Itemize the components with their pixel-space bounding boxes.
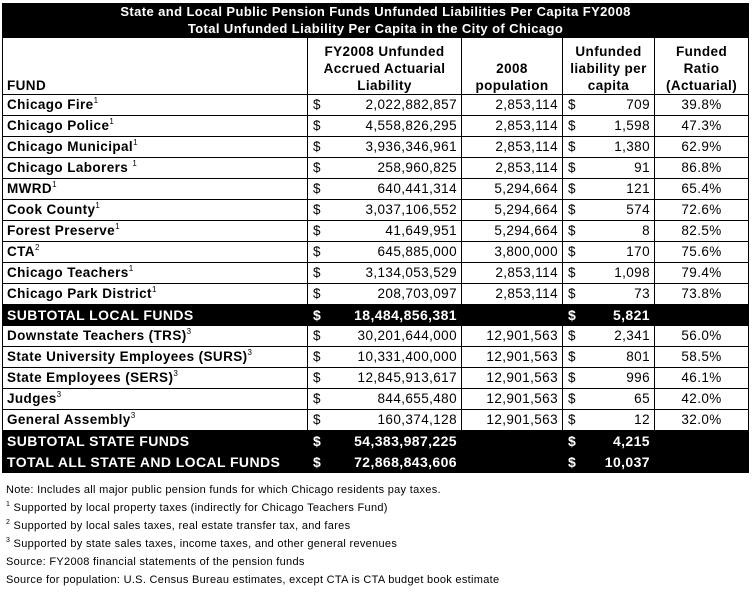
funded-ratio-value: 39.8%	[655, 95, 749, 116]
table-row	[3, 284, 749, 305]
fund-name-cell	[3, 158, 308, 179]
per-capita-value: 1,098	[585, 263, 655, 284]
per-capita-value: 91	[585, 158, 655, 179]
per-capita-dollar-sign: $	[563, 221, 585, 242]
ratio-header-line-2: Ratio	[683, 61, 720, 76]
fund-name-cell	[3, 200, 308, 221]
footnote-2	[6, 517, 499, 535]
total-label: SUBTOTAL STATE FUNDS	[3, 431, 308, 452]
per-capita-value: 2,341	[585, 326, 655, 347]
fund-name: Cook County	[7, 202, 96, 217]
liability-value: 30,201,644,000	[330, 326, 462, 347]
table-row	[3, 179, 749, 200]
fund-name-cell	[3, 347, 308, 368]
ratio-header-line-3: (Actuarial)	[665, 78, 738, 93]
liability-dollar-sign: $	[308, 95, 330, 116]
funded-ratio-value: 73.8%	[655, 284, 749, 305]
table-row	[3, 95, 749, 116]
funded-ratio-value: 32.0%	[655, 410, 749, 431]
liability-dollar-sign: $	[308, 410, 330, 431]
population-value: 2,853,114	[462, 284, 563, 305]
total-ratio-empty	[655, 431, 749, 452]
liability-value: 41,649,951	[330, 221, 462, 242]
footnote-marker: 3	[130, 411, 136, 420]
liability-value: 3,134,053,529	[330, 263, 462, 284]
liability-value: 4,558,826,295	[330, 116, 462, 137]
total-label: TOTAL ALL STATE AND LOCAL FUNDS	[3, 452, 308, 473]
table-row	[3, 368, 749, 389]
footnote-1	[6, 499, 499, 517]
funded-ratio-value: 65.4%	[655, 179, 749, 200]
liability-value: 844,655,480	[330, 389, 462, 410]
per-capita-value: 12	[585, 410, 655, 431]
footnote-marker: 1	[128, 264, 134, 273]
footnote-marker: 3	[247, 348, 253, 357]
table-row	[3, 326, 749, 347]
fund-name: Chicago Fire	[7, 97, 94, 112]
population-value: 12,901,563	[462, 410, 563, 431]
per-capita-dollar-sign: $	[563, 137, 585, 158]
fund-name: Chicago Laborers	[7, 160, 133, 175]
liability-dollar-sign: $	[308, 263, 330, 284]
per-capita-dollar-sign: $	[563, 242, 585, 263]
total-liability-value: 72,868,843,606	[330, 452, 462, 473]
source-note: Source: FY2008 financial statements of the pension funds	[6, 556, 305, 568]
liability-dollar-sign: $	[308, 347, 330, 368]
population-header-line-1: 2008	[496, 61, 528, 76]
total-liability-dollar-sign: $	[308, 431, 330, 452]
fund-name: State Employees (SERS)	[7, 370, 174, 385]
footnote-2-text: Supported by local sales taxes, real estate transfer tax, and fares	[10, 520, 351, 532]
footnote-marker: 1	[151, 285, 157, 294]
total-liability-dollar-sign: $	[308, 305, 330, 326]
table-row	[3, 116, 749, 137]
footnote-marker: 3	[56, 390, 62, 399]
fund-name-cell	[3, 410, 308, 431]
per-capita-header-line-3: capita	[587, 78, 630, 93]
liability-value: 645,885,000	[330, 242, 462, 263]
population-value: 5,294,664	[462, 221, 563, 242]
subtotal-state-row	[3, 431, 749, 452]
per-capita-dollar-sign: $	[563, 179, 585, 200]
liability-value: 12,845,913,617	[330, 368, 462, 389]
population-value: 2,853,114	[462, 263, 563, 284]
per-capita-dollar-sign: $	[563, 326, 585, 347]
per-capita-dollar-sign: $	[563, 368, 585, 389]
per-capita-dollar-sign: $	[563, 158, 585, 179]
fund-name: Downstate Teachers (TRS)	[7, 328, 187, 343]
table-row	[3, 221, 749, 242]
population-value: 2,853,114	[462, 158, 563, 179]
fund-name-cell	[3, 116, 308, 137]
footnote-marker: 3	[173, 369, 179, 378]
per-capita-header-line-2: liability per	[570, 61, 647, 76]
fund-name-cell	[3, 95, 308, 116]
population-value: 2,853,114	[462, 95, 563, 116]
table-row	[3, 137, 749, 158]
footnote-1-text: Supported by local property taxes (indirectly for Chicago Teachers Fund)	[10, 502, 388, 514]
funded-ratio-value: 46.1%	[655, 368, 749, 389]
fund-name-cell	[3, 284, 308, 305]
population-value: 12,901,563	[462, 368, 563, 389]
liability-dollar-sign: $	[308, 179, 330, 200]
fund-name: Chicago Park District	[7, 286, 152, 301]
pension-table-container	[2, 3, 748, 586]
population-header-line-2: population	[475, 78, 549, 93]
fund-name: Chicago Teachers	[7, 265, 129, 280]
funded-ratio-value: 82.5%	[655, 221, 749, 242]
table-row	[3, 263, 749, 284]
fund-name: Forest Preserve	[7, 223, 116, 238]
liability-value: 258,960,825	[330, 158, 462, 179]
per-capita-value: 996	[585, 368, 655, 389]
population-value: 5,294,664	[462, 179, 563, 200]
per-capita-value: 574	[585, 200, 655, 221]
funded-ratio-value: 75.6%	[655, 242, 749, 263]
per-capita-dollar-sign: $	[563, 95, 585, 116]
fund-name-cell	[3, 389, 308, 410]
liability-column-header	[308, 38, 462, 95]
liability-dollar-sign: $	[308, 116, 330, 137]
title-row-1	[3, 4, 749, 21]
fund-name: General Assembly	[7, 412, 131, 427]
funded-ratio-column-header	[655, 38, 749, 95]
liability-dollar-sign: $	[308, 242, 330, 263]
population-value: 12,901,563	[462, 389, 563, 410]
population-value: 12,901,563	[462, 347, 563, 368]
table-row	[3, 410, 749, 431]
fund-name: State University Employees (SURS)	[7, 349, 248, 364]
note-text: Note: Includes all major public pension funds for which Chicago residents pay taxes.	[6, 484, 441, 496]
funded-ratio-value: 56.0%	[655, 326, 749, 347]
total-per-capita-dollar-sign: $	[563, 431, 585, 452]
liability-value: 3,936,346,961	[330, 137, 462, 158]
liability-dollar-sign: $	[308, 284, 330, 305]
total-per-capita-value: 5,821	[585, 305, 655, 326]
total-liability-dollar-sign: $	[308, 452, 330, 473]
per-capita-value: 1,380	[585, 137, 655, 158]
title-row-2	[3, 21, 749, 38]
footnote-marker: 1	[93, 96, 99, 105]
fund-name-cell	[3, 137, 308, 158]
total-per-capita-value: 4,215	[585, 431, 655, 452]
per-capita-dollar-sign: $	[563, 410, 585, 431]
fund-name: MWRD	[7, 181, 53, 196]
per-capita-value: 73	[585, 284, 655, 305]
notes-section	[6, 481, 499, 589]
subtotal-local-row	[3, 305, 749, 326]
footnote-2-mark: 2	[6, 519, 11, 526]
fund-name-cell	[3, 242, 308, 263]
footnote-3	[6, 535, 499, 553]
population-value: 5,294,664	[462, 200, 563, 221]
liability-dollar-sign: $	[308, 389, 330, 410]
funded-ratio-value: 86.8%	[655, 158, 749, 179]
liability-dollar-sign: $	[308, 368, 330, 389]
total-per-capita-dollar-sign: $	[563, 452, 585, 473]
funded-ratio-value: 62.9%	[655, 137, 749, 158]
footnote-marker: 1	[109, 117, 115, 126]
footnote-marker: 1	[132, 159, 138, 168]
per-capita-column-header	[563, 38, 655, 95]
per-capita-dollar-sign: $	[563, 116, 585, 137]
fund-name-cell	[3, 368, 308, 389]
funded-ratio-value: 58.5%	[655, 347, 749, 368]
total-ratio-empty	[655, 305, 749, 326]
ratio-header-line-1: Funded	[675, 44, 728, 59]
footnote-marker: 1	[133, 138, 138, 147]
total-population-empty	[462, 452, 563, 473]
liability-value: 208,703,097	[330, 284, 462, 305]
total-ratio-empty	[655, 452, 749, 473]
table-row	[3, 200, 749, 221]
pension-table	[2, 3, 749, 473]
liability-dollar-sign: $	[308, 326, 330, 347]
funded-ratio-value: 72.6%	[655, 200, 749, 221]
funded-ratio-value: 42.0%	[655, 389, 749, 410]
total-per-capita-value: 10,037	[585, 452, 655, 473]
footnote-3-text: Supported by state sales taxes, income taxes, and other general revenues	[10, 538, 398, 550]
footnote-marker: 1	[115, 222, 120, 231]
per-capita-value: 170	[585, 242, 655, 263]
liability-value: 10,331,400,000	[330, 347, 462, 368]
fund-name-cell	[3, 179, 308, 200]
liability-header-line-3: Liability	[357, 78, 412, 93]
funded-ratio-value: 47.3%	[655, 116, 749, 137]
liability-dollar-sign: $	[308, 200, 330, 221]
per-capita-value: 1,598	[585, 116, 655, 137]
per-capita-value: 121	[585, 179, 655, 200]
liability-value: 160,374,128	[330, 410, 462, 431]
fund-name: Chicago Police	[7, 118, 110, 133]
table-row	[3, 347, 749, 368]
per-capita-dollar-sign: $	[563, 284, 585, 305]
total-liability-value: 54,383,987,225	[330, 431, 462, 452]
table-subtitle: Total Unfunded Liability Per Capita in the City of Chicago	[3, 21, 749, 38]
fund-name: Chicago Municipal	[7, 139, 134, 154]
per-capita-value: 801	[585, 347, 655, 368]
per-capita-dollar-sign: $	[563, 347, 585, 368]
footnote-marker: 2	[34, 243, 40, 252]
fund-column-header: FUND	[3, 38, 308, 95]
liability-value: 640,441,314	[330, 179, 462, 200]
per-capita-dollar-sign: $	[563, 263, 585, 284]
per-capita-value: 65	[585, 389, 655, 410]
population-column-header	[462, 38, 563, 95]
per-capita-dollar-sign: $	[563, 200, 585, 221]
header-row	[3, 38, 749, 95]
table-title: State and Local Public Pension Funds Unfunded Liabilities Per Capita FY2008	[3, 4, 749, 21]
footnote-1-mark: 1	[6, 501, 11, 508]
total-population-empty	[462, 431, 563, 452]
liability-dollar-sign: $	[308, 221, 330, 242]
total-per-capita-dollar-sign: $	[563, 305, 585, 326]
total-liability-value: 18,484,856,381	[330, 305, 462, 326]
footnote-marker: 1	[95, 201, 101, 210]
liability-dollar-sign: $	[308, 137, 330, 158]
liability-header-line-1: FY2008 Unfunded	[324, 44, 445, 59]
per-capita-value: 709	[585, 95, 655, 116]
footnote-marker: 1	[52, 180, 57, 189]
per-capita-header-line-1: Unfunded	[575, 44, 642, 59]
population-value: 12,901,563	[462, 326, 563, 347]
footnote-3-mark: 3	[6, 537, 11, 544]
per-capita-dollar-sign: $	[563, 389, 585, 410]
population-value: 2,853,114	[462, 137, 563, 158]
total-population-empty	[462, 305, 563, 326]
total-label: SUBTOTAL LOCAL FUNDS	[3, 305, 308, 326]
fund-name-cell	[3, 326, 308, 347]
fund-name-cell	[3, 221, 308, 242]
per-capita-value: 8	[585, 221, 655, 242]
fund-name: Judges	[7, 391, 57, 406]
funded-ratio-value: 79.4%	[655, 263, 749, 284]
table-row	[3, 389, 749, 410]
fund-name-cell	[3, 263, 308, 284]
population-value: 3,800,000	[462, 242, 563, 263]
table-row	[3, 242, 749, 263]
liability-value: 3,037,106,552	[330, 200, 462, 221]
liability-dollar-sign: $	[308, 158, 330, 179]
population-source-note: Source for population: U.S. Census Bureau estimates, except CTA is CTA budget book estimate	[6, 574, 500, 586]
fund-name: CTA	[7, 244, 35, 259]
table-row	[3, 158, 749, 179]
liability-header-line-2: Accrued Actuarial	[323, 61, 446, 76]
population-value: 2,853,114	[462, 116, 563, 137]
liability-value: 2,022,882,857	[330, 95, 462, 116]
grand-total-row	[3, 452, 749, 473]
footnote-marker: 3	[186, 327, 192, 336]
